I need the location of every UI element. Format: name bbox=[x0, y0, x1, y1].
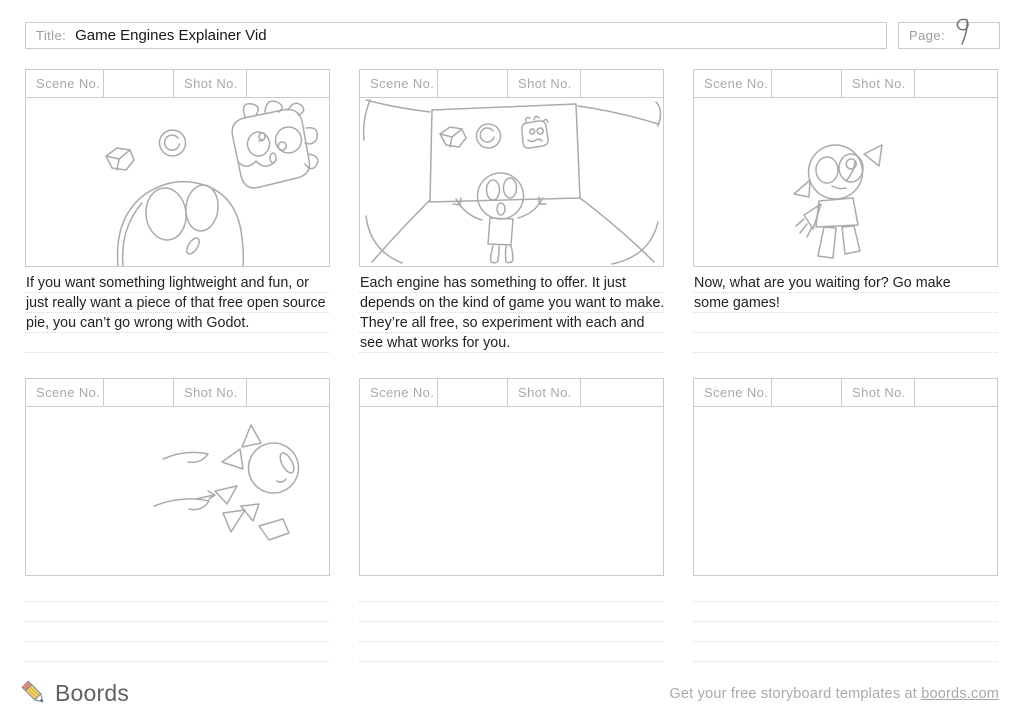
ruled-line bbox=[359, 641, 664, 642]
storyboard-cell-4 bbox=[25, 378, 330, 684]
ruled-line bbox=[25, 601, 330, 602]
frame-6-header bbox=[694, 379, 997, 407]
scene-no-field[interactable] bbox=[772, 70, 842, 97]
caption-1 bbox=[26, 274, 330, 334]
frame-3-canvas bbox=[694, 98, 997, 266]
shot-no-field[interactable] bbox=[581, 379, 663, 406]
ruled-line bbox=[25, 661, 330, 662]
scene-no-field[interactable] bbox=[104, 379, 174, 406]
boords-link[interactable]: boords.com bbox=[921, 686, 999, 702]
shot-no-field[interactable] bbox=[581, 70, 663, 97]
sketch-engine-screen bbox=[360, 98, 663, 266]
title-bar bbox=[25, 22, 887, 49]
handwritten-nine bbox=[951, 16, 975, 46]
scene-no-label: Scene No. bbox=[694, 379, 772, 406]
caption-area-6 bbox=[693, 576, 998, 684]
caption-area-4 bbox=[25, 576, 330, 684]
caption-line: depends on the kind of game you want to make. bbox=[360, 295, 665, 311]
frame-5-header bbox=[360, 379, 663, 407]
shot-no-field[interactable] bbox=[915, 379, 997, 406]
caption-area-5 bbox=[359, 576, 664, 684]
shot-no-field[interactable] bbox=[915, 70, 997, 97]
frame-5 bbox=[359, 378, 664, 576]
shot-no-label: Shot No. bbox=[508, 70, 581, 97]
sketch-pigtail-character bbox=[694, 98, 997, 266]
storyboard-cell-3 bbox=[693, 69, 998, 378]
ruled-line bbox=[693, 621, 998, 622]
sketch-godot-blob bbox=[26, 98, 329, 266]
storyboard-cell-5 bbox=[359, 378, 664, 684]
page-box bbox=[898, 22, 1000, 49]
frame-3 bbox=[693, 69, 998, 267]
ruled-line bbox=[359, 621, 664, 622]
sketch-flying-head bbox=[26, 407, 329, 575]
caption-line: pie, you can’t go wrong with Godot. bbox=[26, 315, 250, 331]
caption-line: just really want a piece of that free open source bbox=[26, 295, 326, 311]
frame-3-header bbox=[694, 70, 997, 98]
scene-no-field[interactable] bbox=[772, 379, 842, 406]
scene-no-label: Scene No. bbox=[694, 70, 772, 97]
caption-line: Each engine has something to offer. It just bbox=[360, 275, 626, 291]
scene-no-label: Scene No. bbox=[360, 70, 438, 97]
caption-line: see what works for you. bbox=[360, 335, 511, 351]
ruled-line bbox=[693, 332, 998, 333]
storyboard-grid bbox=[25, 69, 998, 684]
ruled-line bbox=[25, 352, 330, 353]
caption-line: Now, what are you waiting for? Go make bbox=[694, 275, 951, 291]
ruled-line bbox=[693, 601, 998, 602]
caption-area-2 bbox=[359, 267, 664, 375]
boords-logo bbox=[20, 679, 129, 707]
frame-1-header bbox=[26, 70, 329, 98]
frame-2-canvas bbox=[360, 98, 663, 266]
frame-1 bbox=[25, 69, 330, 267]
frame-6-canvas bbox=[694, 407, 997, 575]
ruled-line bbox=[693, 661, 998, 662]
shot-no-label: Shot No. bbox=[842, 379, 915, 406]
shot-no-label: Shot No. bbox=[842, 70, 915, 97]
frame-4-header bbox=[26, 379, 329, 407]
shot-no-field[interactable] bbox=[247, 70, 329, 97]
ruled-line bbox=[25, 641, 330, 642]
scene-no-field[interactable] bbox=[438, 70, 508, 97]
ruled-line bbox=[693, 641, 998, 642]
scene-no-label: Scene No. bbox=[360, 379, 438, 406]
page-label: Page: bbox=[909, 28, 945, 43]
shot-no-label: Shot No. bbox=[508, 379, 581, 406]
shot-no-label: Shot No. bbox=[174, 70, 247, 97]
title-field[interactable]: Game Engines Explainer Vid bbox=[75, 27, 267, 44]
storyboard-cell-6 bbox=[693, 378, 998, 684]
brand-name: Boords bbox=[55, 679, 130, 706]
frame-6 bbox=[693, 378, 998, 576]
shot-no-field[interactable] bbox=[247, 379, 329, 406]
scene-no-field[interactable] bbox=[104, 70, 174, 97]
caption-line: If you want something lightweight and fun, or bbox=[26, 275, 309, 291]
storyboard-cell-1 bbox=[25, 69, 330, 378]
ruled-line bbox=[693, 352, 998, 353]
frame-4-canvas bbox=[26, 407, 329, 575]
frame-1-canvas bbox=[26, 98, 329, 266]
title-label: Title: bbox=[36, 28, 67, 43]
scene-no-field[interactable] bbox=[438, 379, 508, 406]
footer-tagline bbox=[669, 686, 999, 702]
shot-no-label: Shot No. bbox=[174, 379, 247, 406]
caption-area-3 bbox=[693, 267, 998, 375]
frame-4 bbox=[25, 378, 330, 576]
frame-2-header bbox=[360, 70, 663, 98]
ruled-line bbox=[359, 661, 664, 662]
caption-line: They’re all free, so experiment with each and bbox=[360, 315, 645, 331]
tagline-text: Get your free storyboard templates at bbox=[669, 686, 922, 702]
frame-2 bbox=[359, 69, 664, 267]
caption-3 bbox=[694, 274, 998, 314]
caption-area-1 bbox=[25, 267, 330, 375]
frame-5-canvas bbox=[360, 407, 663, 575]
page-field[interactable] bbox=[951, 16, 975, 51]
caption-2 bbox=[360, 274, 664, 354]
scene-no-label: Scene No. bbox=[26, 379, 104, 406]
storyboard-cell-2 bbox=[359, 69, 664, 378]
ruled-line bbox=[25, 621, 330, 622]
ruled-line bbox=[359, 601, 664, 602]
scene-no-label: Scene No. bbox=[26, 70, 104, 97]
caption-line: some games! bbox=[694, 295, 780, 311]
pencil-icon bbox=[20, 679, 48, 707]
